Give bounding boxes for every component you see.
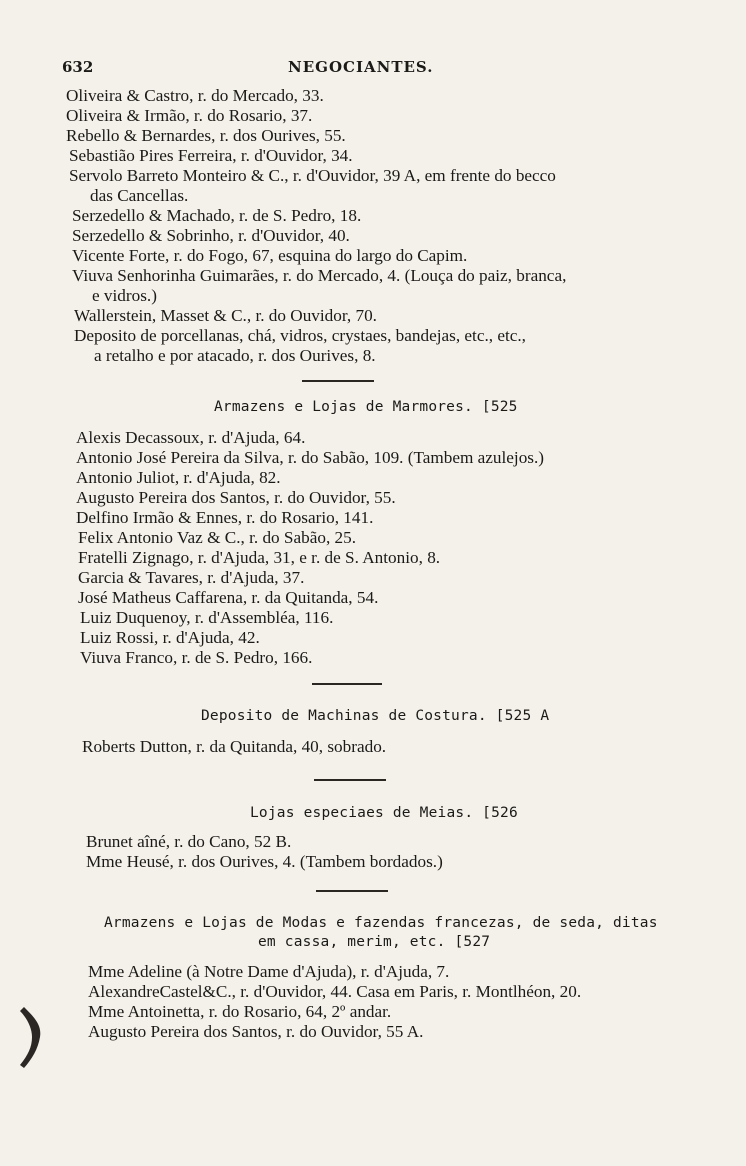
list-item: Antonio Juliot, r. d'Ajuda, 82.	[76, 468, 281, 487]
section-divider	[316, 890, 388, 892]
list-item: Luiz Duquenoy, r. d'Assembléa, 116.	[80, 608, 334, 627]
list-item: Brunet aîné, r. do Cano, 52 B.	[86, 832, 292, 851]
page-number: 632	[62, 58, 94, 76]
list-item: José Matheus Caffarena, r. da Quitanda, 54.	[78, 588, 379, 607]
list-item: Mme Heusé, r. dos Ourives, 4. (Tambem bordados.)	[86, 852, 443, 871]
list-item: Viuva Franco, r. de S. Pedro, 166.	[80, 648, 313, 667]
list-item-continuation: e vidros.)	[92, 286, 157, 305]
list-item: Augusto Pereira dos Santos, r. do Ouvidor, 55 A.	[88, 1022, 424, 1041]
list-item-continuation: a retalho e por atacado, r. dos Ourives, 8.	[94, 346, 376, 365]
list-item: Alexis Decassoux, r. d'Ajuda, 64.	[76, 428, 306, 447]
section-heading: Deposito de Machinas de Costura. [525 A	[201, 708, 550, 724]
list-item: Oliveira & Irmão, r. do Rosario, 37.	[66, 106, 313, 125]
section-heading: Lojas especiaes de Meias. [526	[250, 805, 518, 821]
list-item: Fratelli Zignago, r. d'Ajuda, 31, e r. de S. Antonio, 8.	[78, 548, 441, 567]
list-item: Augusto Pereira dos Santos, r. do Ouvidor, 55.	[76, 488, 396, 507]
list-item: Roberts Dutton, r. da Quitanda, 40, sobrado.	[82, 737, 387, 756]
list-item: Oliveira & Castro, r. do Mercado, 33.	[66, 86, 324, 105]
list-item: Wallerstein, Masset & C., r. do Ouvidor, 70.	[74, 306, 377, 325]
list-item: Luiz Rossi, r. d'Ajuda, 42.	[80, 628, 260, 647]
list-item: AlexandreCastel&C., r. d'Ouvidor, 44. Casa em Paris, r. Montlhéon, 20.	[88, 982, 582, 1001]
list-item: Delfino Irmão & Ennes, r. do Rosario, 141.	[76, 508, 374, 527]
list-item: Mme Antoinetta, r. do Rosario, 64, 2º andar.	[88, 1002, 392, 1021]
section-divider	[312, 683, 382, 685]
list-item: Serzedello & Machado, r. de S. Pedro, 18.	[72, 206, 362, 225]
list-item: Deposito de porcellanas, chá, vidros, crystaes, bandejas, etc., etc.,	[74, 326, 526, 345]
list-item: Felix Antonio Vaz & C., r. do Sabão, 25.	[78, 528, 357, 547]
list-item: Mme Adeline (à Notre Dame d'Ajuda), r. d'Ajuda, 7.	[88, 962, 450, 981]
list-item: Antonio José Pereira da Silva, r. do Sabão, 109. (Tambem azulejos.)	[76, 448, 545, 467]
binding-edge-mark	[18, 1005, 46, 1070]
list-item: Viuva Senhorinha Guimarães, r. do Mercado, 4. (Louça do paiz, branca,	[72, 266, 567, 285]
list-item: Serzedello & Sobrinho, r. d'Ouvidor, 40.	[72, 226, 350, 245]
list-item-continuation: das Cancellas.	[90, 186, 189, 205]
list-item: Rebello & Bernardes, r. dos Ourives, 55.	[66, 126, 346, 145]
section-heading: Armazens e Lojas de Modas e fazendas francezas, de seda, ditas	[104, 915, 658, 931]
list-item: Vicente Forte, r. do Fogo, 67, esquina do largo do Capim.	[72, 246, 468, 265]
section-divider	[314, 779, 386, 781]
list-item: Servolo Barreto Monteiro & C., r. d'Ouvidor, 39 A, em frente do becco	[69, 166, 556, 185]
list-item: Sebastião Pires Ferreira, r. d'Ouvidor, 34.	[69, 146, 353, 165]
list-item: Garcia & Tavares, r. d'Ajuda, 37.	[78, 568, 305, 587]
section-heading: Armazens e Lojas de Marmores. [525	[214, 399, 518, 415]
running-title: NEGOCIANTES.	[288, 58, 434, 76]
section-divider	[302, 380, 374, 382]
page-header	[62, 58, 662, 82]
section-heading-continuation: em cassa, merim, etc. [527	[258, 934, 491, 950]
